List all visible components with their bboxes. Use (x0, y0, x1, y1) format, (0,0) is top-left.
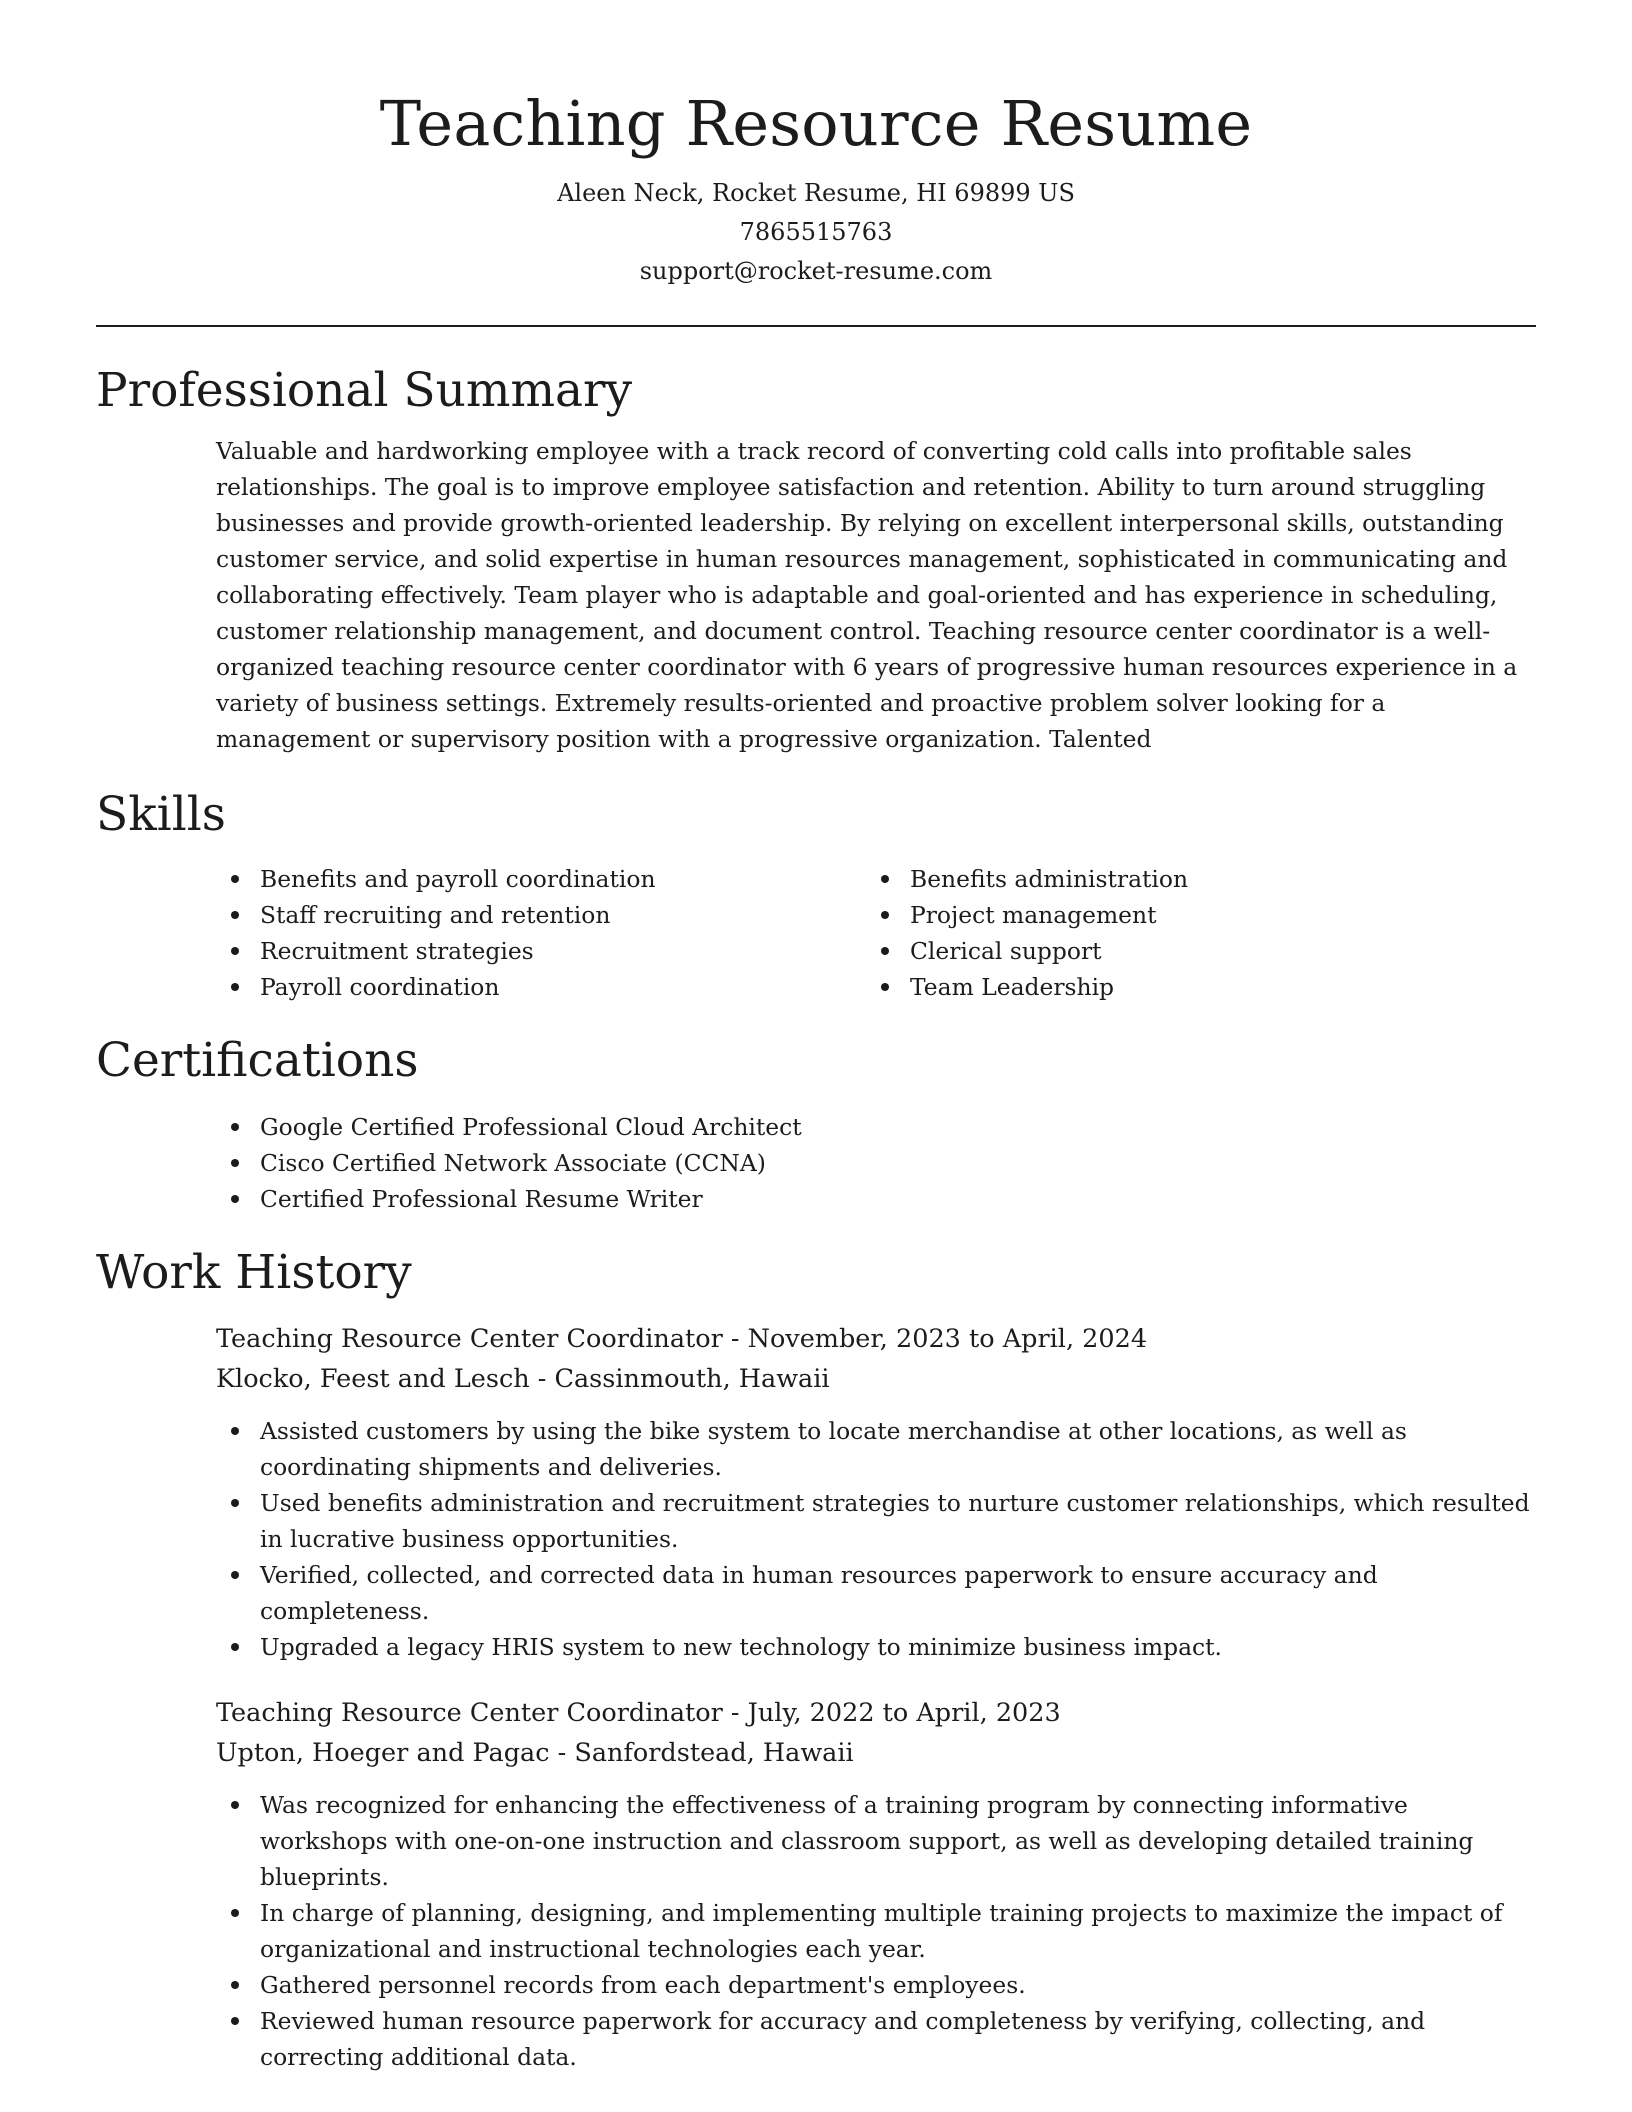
certification-item: Cisco Certified Network Associate (CCNA) (216, 1145, 1536, 1181)
certification-item: Google Certified Professional Cloud Architect (216, 1109, 1536, 1145)
job-bullet: Used benefits administration and recruitment strategies to nurture customer relationships, which resulted in lucrative business opportunities. (216, 1485, 1536, 1557)
skills-heading: Skills (96, 787, 226, 842)
job-bullet: Upgraded a legacy HRIS system to new technology to minimize business impact. (216, 1629, 1536, 1665)
contact-address: Aleen Neck, Rocket Resume, HI 69899 US (557, 179, 1075, 207)
skill-item: Project management (866, 897, 1516, 933)
job-title-line: Teaching Resource Center Coordinator - November, 2023 to April, 2024 (216, 1324, 1148, 1354)
header-divider (96, 325, 1536, 327)
skill-item: Benefits and payroll coordination (216, 861, 866, 897)
job-bullet: Reviewed human resource paperwork for accuracy and completeness by verifying, collecting, and correcting additional data. (216, 2003, 1536, 2075)
skill-item: Payroll coordination (216, 969, 866, 1005)
skills-list-right (866, 861, 1516, 1005)
certifications-list (216, 1109, 1536, 1217)
job-bullet: Assisted customers by using the bike system to locate merchandise at other locations, as well as coordinating shipments and deliveries. (216, 1413, 1536, 1485)
contact-phone: 7865515763 (739, 218, 893, 246)
job-company-line: Upton, Hoeger and Pagac - Sanfordstead, Hawaii (216, 1738, 854, 1768)
job-entry (216, 1693, 1536, 2075)
skill-item: Recruitment strategies (216, 933, 866, 969)
job-bullet: In charge of planning, designing, and implementing multiple training projects to maximize the impact of organizational and instructional technologies each year. (216, 1895, 1536, 1967)
job-bullets (216, 1413, 1536, 1665)
skill-item: Team Leadership (866, 969, 1516, 1005)
certifications-heading: Certifications (96, 1033, 419, 1088)
resume-title: Teaching Resource Resume (379, 87, 1253, 160)
job-entry (216, 1319, 1536, 1665)
work-history-heading: Work History (96, 1245, 412, 1300)
certification-item: Certified Professional Resume Writer (216, 1181, 1536, 1217)
contact-block (96, 174, 1536, 291)
job-company-line: Klocko, Feest and Lesch - Cassinmouth, Hawaii (216, 1364, 830, 1394)
summary-heading: Professional Summary (96, 363, 633, 418)
skill-item: Staff recruiting and retention (216, 897, 866, 933)
skills-list-left (216, 861, 866, 1005)
job-bullets (216, 1787, 1536, 2075)
resume-page (96, 0, 1536, 2075)
summary-text: Valuable and hardworking employee with a track record of converting cold calls into profitable sales relationships. The goal is to improve employee satisfaction and retention. Ability to turn around struggling businesses and provide growth-oriented leadership. By relying on excellent interpersonal skills, outstanding customer service, and solid expertise in human resources management, sophisticated in communicating and collaborating effectively. Team player who is adaptable and goal-oriented and has experience in scheduling, customer relationship management, and document control. Teaching resource center coordinator is a well-organized teaching resource center coordinator with 6 years of progressive human resources experience in a variety of business settings. Extremely results-oriented and proactive problem solver looking for a management or supervisory position with a progressive organization. Talented (216, 437, 1518, 753)
skill-item: Benefits administration (866, 861, 1516, 897)
job-title-line: Teaching Resource Center Coordinator - July, 2022 to April, 2023 (216, 1698, 1061, 1728)
skills-grid (216, 861, 1536, 1005)
job-bullet: Verified, collected, and corrected data in human resources paperwork to ensure accuracy and completeness. (216, 1557, 1536, 1629)
skill-item: Clerical support (866, 933, 1516, 969)
job-bullet: Was recognized for enhancing the effectiveness of a training program by connecting informative workshops with one-on-one instruction and classroom support, as well as developing detailed training blueprints. (216, 1787, 1536, 1895)
job-bullet: Gathered personnel records from each department's employees. (216, 1967, 1536, 2003)
contact-email: support@rocket-resume.com (639, 257, 993, 285)
